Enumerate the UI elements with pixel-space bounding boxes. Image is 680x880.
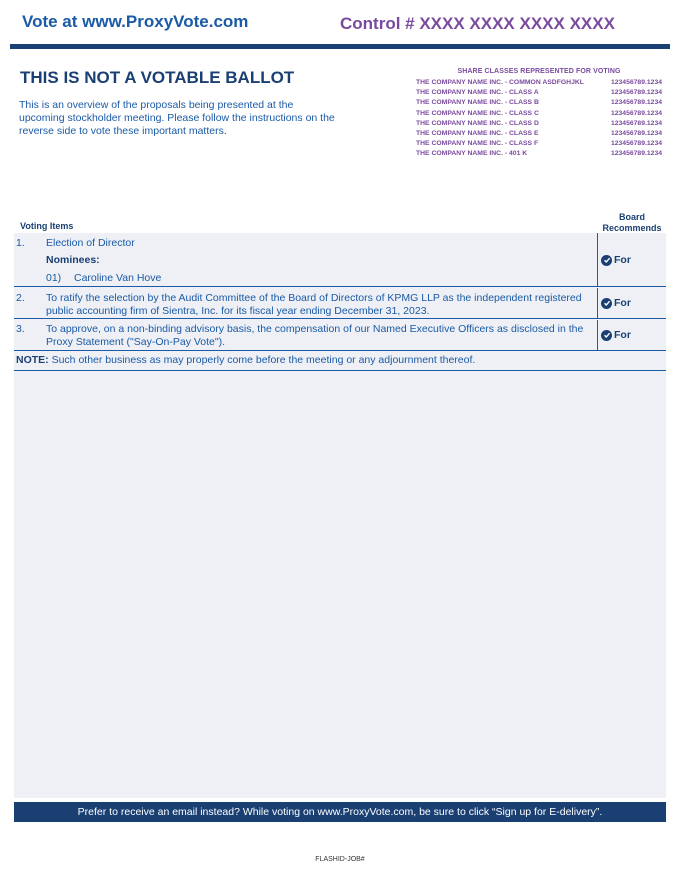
share-classes-heading: SHARE CLASSES REPRESENTED FOR VOTING (457, 68, 621, 75)
voting-item-3 (14, 320, 666, 351)
check-circle-icon (601, 330, 612, 341)
share-class-name: THE COMPANY NAME INC. - CLASS F (416, 140, 539, 148)
item-number: 3. (16, 323, 25, 335)
share-class-row (416, 88, 662, 98)
note-row (14, 351, 666, 371)
board-header-line2: Recommends (602, 222, 662, 233)
e-delivery-banner: Prefer to receive an email instead? While voting on www.ProxyVote.com, be sure to click “Sign up for E-delivery”. (14, 802, 666, 822)
share-class-number: 123456789.1234 (610, 119, 662, 127)
check-circle-icon (601, 255, 612, 266)
nominee-name: Caroline Van Hove (74, 272, 162, 284)
share-class-name: THE COMPANY NAME INC. - CLASS B (416, 99, 539, 107)
share-class-name: THE COMPANY NAME INC. - CLASS D (416, 119, 539, 127)
voting-item-1 (14, 233, 666, 287)
recommendation-text: For (614, 297, 631, 309)
header-divider (10, 44, 670, 49)
control-number: Control # XXXX XXXX XXXX XXXX (340, 14, 615, 33)
share-class-name: THE COMPANY NAME INC. - CLASS C (416, 109, 539, 117)
board-recommendation (601, 254, 631, 266)
share-class-row (416, 149, 662, 159)
share-class-name: THE COMPANY NAME INC. - CLASS A (416, 89, 539, 97)
share-class-number: 123456789.1234 (610, 79, 662, 86)
item-number: 2. (16, 292, 25, 304)
note-text: Such other business as may properly come before the meeting or any adjournment thereof. (48, 354, 476, 366)
job-id: FLASHID-JOB# (315, 856, 365, 863)
share-class-number: 123456789.1234 (610, 140, 662, 148)
board-recommendation (601, 329, 631, 341)
voting-items-header: Voting Items (20, 221, 74, 231)
board-recommends-header (598, 212, 666, 233)
item-number: 1. (16, 237, 25, 249)
share-class-row (416, 119, 662, 129)
share-class-name: THE COMPANY NAME INC. - 401 K (416, 150, 528, 158)
share-class-row (416, 139, 662, 149)
share-class-number: 123456789.1234 (610, 129, 662, 137)
share-class-row (416, 109, 662, 119)
vote-url-header: Vote at www.ProxyVote.com (22, 12, 249, 31)
share-class-number: 123456789.1234 (610, 99, 662, 107)
intro-text: This is an overview of the proposals being presented at the upcoming stockholder meeting. Please follow the instructions on the reverse side to vote these important matters. (19, 99, 335, 137)
share-class-name: THE COMPANY NAME INC. - CLASS E (416, 129, 539, 137)
recommendation-text: For (614, 329, 631, 341)
note-label: NOTE: (16, 354, 49, 366)
share-class-row (416, 98, 662, 108)
item-text: To approve, on a non-binding advisory basis, the compensation of our Named Executive Officers as disclosed in the Proxy Statement ("Say-On-Pay Vote"). (46, 323, 584, 348)
share-class-number: 123456789.1234 (610, 89, 662, 97)
share-class-row (416, 78, 662, 88)
voting-items-table (14, 233, 666, 798)
nominees-label: Nominees: (46, 254, 100, 266)
share-class-row (416, 129, 662, 139)
nominee-number: 01) (46, 272, 62, 284)
item-text: Election of Director (46, 237, 135, 249)
check-circle-icon (601, 298, 612, 309)
voting-item-2 (14, 288, 666, 319)
item-text: To ratify the selection by the Audit Committee of the Board of Directors of KPMG LLP as the independent registered public accounting firm of Sientra, Inc. for its fiscal year ending December 31, 2023. (46, 292, 582, 317)
recommendation-text: For (614, 254, 631, 266)
share-class-number: 123456789.1234 (610, 109, 662, 117)
board-recommendation (601, 297, 631, 309)
share-classes-box (416, 68, 662, 160)
share-class-number: 123456789.1234 (610, 150, 662, 158)
page-title: THIS IS NOT A VOTABLE BALLOT (20, 68, 295, 87)
board-header-line1: Board (618, 212, 645, 222)
share-class-name: THE COMPANY NAME INC. - COMMON ASDFGHJKL (416, 79, 584, 86)
